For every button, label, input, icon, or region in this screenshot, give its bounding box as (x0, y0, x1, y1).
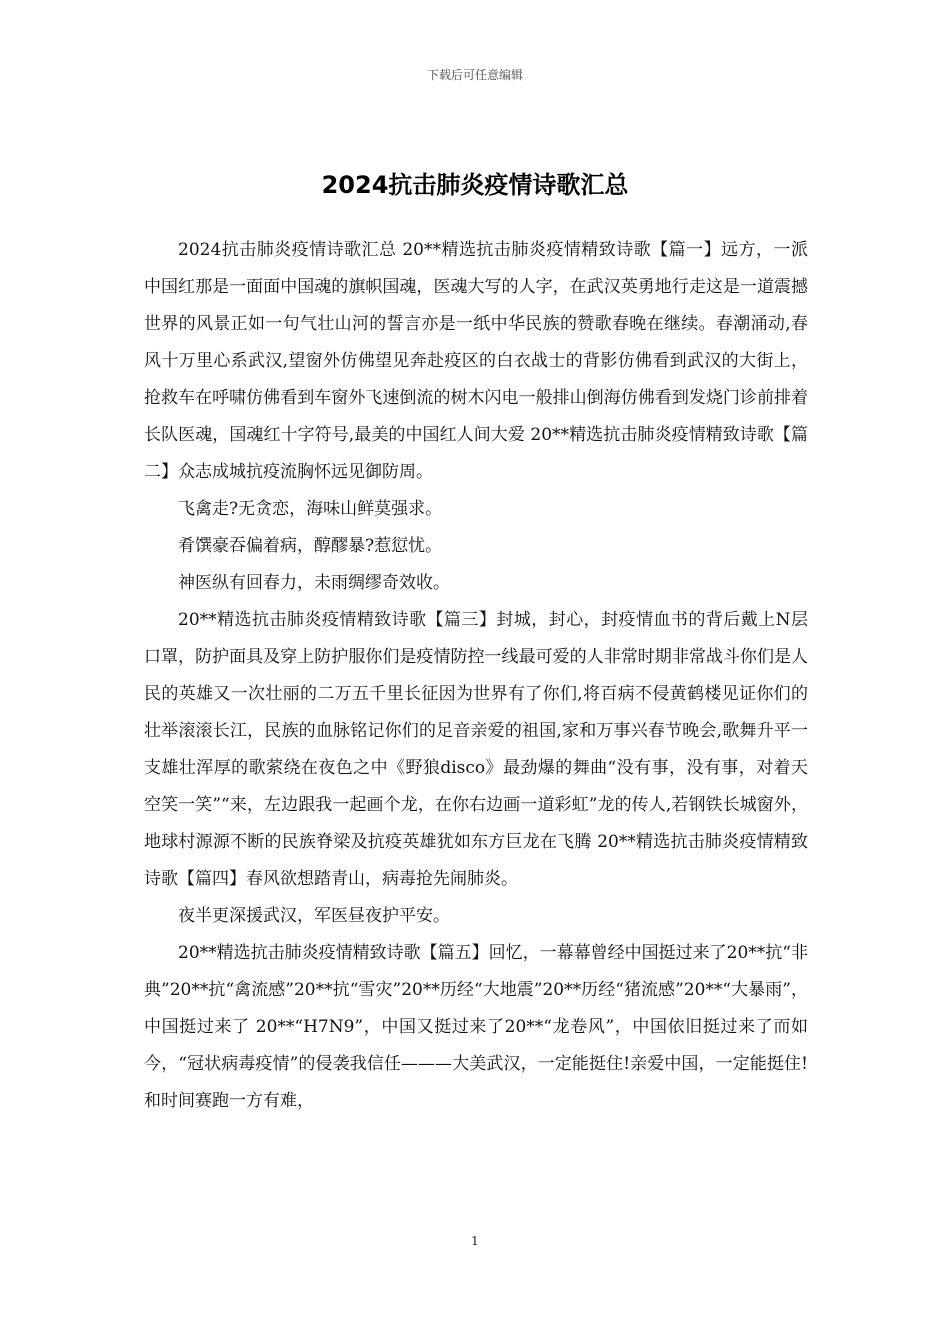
paragraph: 20**精选抗击肺炎疫情精致诗歌【篇三】封城，封心，封疫情血书的背后戴上N层口罩，防护面具及穿上防护服你们是疫情防控一线最可爱的人非常时期非常战斗你们是人民的英雄又一次壮丽的二万五千里长征因为世界有了你们,将百病不侵黄鹤楼见证你们的壮举滚滚长江，民族的血脉铭记你们的足音亲爱的祖国,家和万事兴春节晚会,歌舞升平一支雄壮浑厚的歌萦绕在夜色之中《野狼disco》最劲爆的舞曲“没有事，没有事，对着天空笑一笑”“来，左边跟我一起画个龙，在你右边画一道彩虹”龙的传人,若钢铁长城窗外，地球村源源不断的民族脊梁及抗疫英雄犹如东方巨龙在飞腾 20**精选抗击肺炎疫情精致诗歌【篇四】春风欲想踏青山，病毒抢先闹肺炎。 (144, 610, 808, 889)
page-header: 下载后可任意编辑 (426, 68, 523, 82)
paragraph: 神医纵有回春力，未雨绸缪奇效收。 (178, 573, 450, 593)
paragraph: 20**精选抗击肺炎疫情精致诗歌【篇五】回忆，一幕幕曾经中国挺过来了20**抗“非典”20**抗“禽流感”20**抗“雪灾”20**历经“大地震”20**历经“猪流感”20**“大暴雨”，中国挺过来了 20**“H7N9”，中国又挺过来了20**“龙卷风”，中国依旧挺过来了而如今，“冠状病毒疫情”的侵袭我信任———大美武汉，一定能挺住!亲爱中国，一定能挺住!和时间赛跑一方有难， (144, 943, 808, 1111)
paragraph: 肴馔豪吞偏着病，醇醪暴?惹愆忧。 (178, 536, 443, 556)
document-title: 2024抗击肺炎疫情诗歌汇总 (321, 171, 629, 200)
page-number: 1 (471, 1234, 479, 1248)
paragraph: 夜半更深援武汉，军医昼夜护平安。 (178, 906, 450, 926)
paragraph: 2024抗击肺炎疫情诗歌汇总 20**精选抗击肺炎疫情精致诗歌【篇一】远方，一派中国红那是一面面中国魂的旗帜国魂，医魂大写的人字，在武汉英勇地行走这是一道震撼世界的风景正如一句气壮山河的誓言亦是一纸中华民族的赞歌春晚在继续。春潮涌动,春风十万里心系武汉,望窗外仿佛望见奔赴疫区的白衣战士的背影仿佛看到武汉的大街上，抢救车在呼啸仿佛看到车窗外飞速倒流的树木闪电一般排山倒海仿佛看到发烧门诊前排着长队医魂，国魂红十字符号,最美的中国红人间大爱 20**精选抗击肺炎疫情精致诗歌【篇二】众志成城抗疫流胸怀远见御防周。 (144, 240, 808, 482)
document-body (144, 232, 808, 1120)
paragraph: 飞禽走?无贪恋，海味山鲜莫强求。 (178, 499, 443, 519)
